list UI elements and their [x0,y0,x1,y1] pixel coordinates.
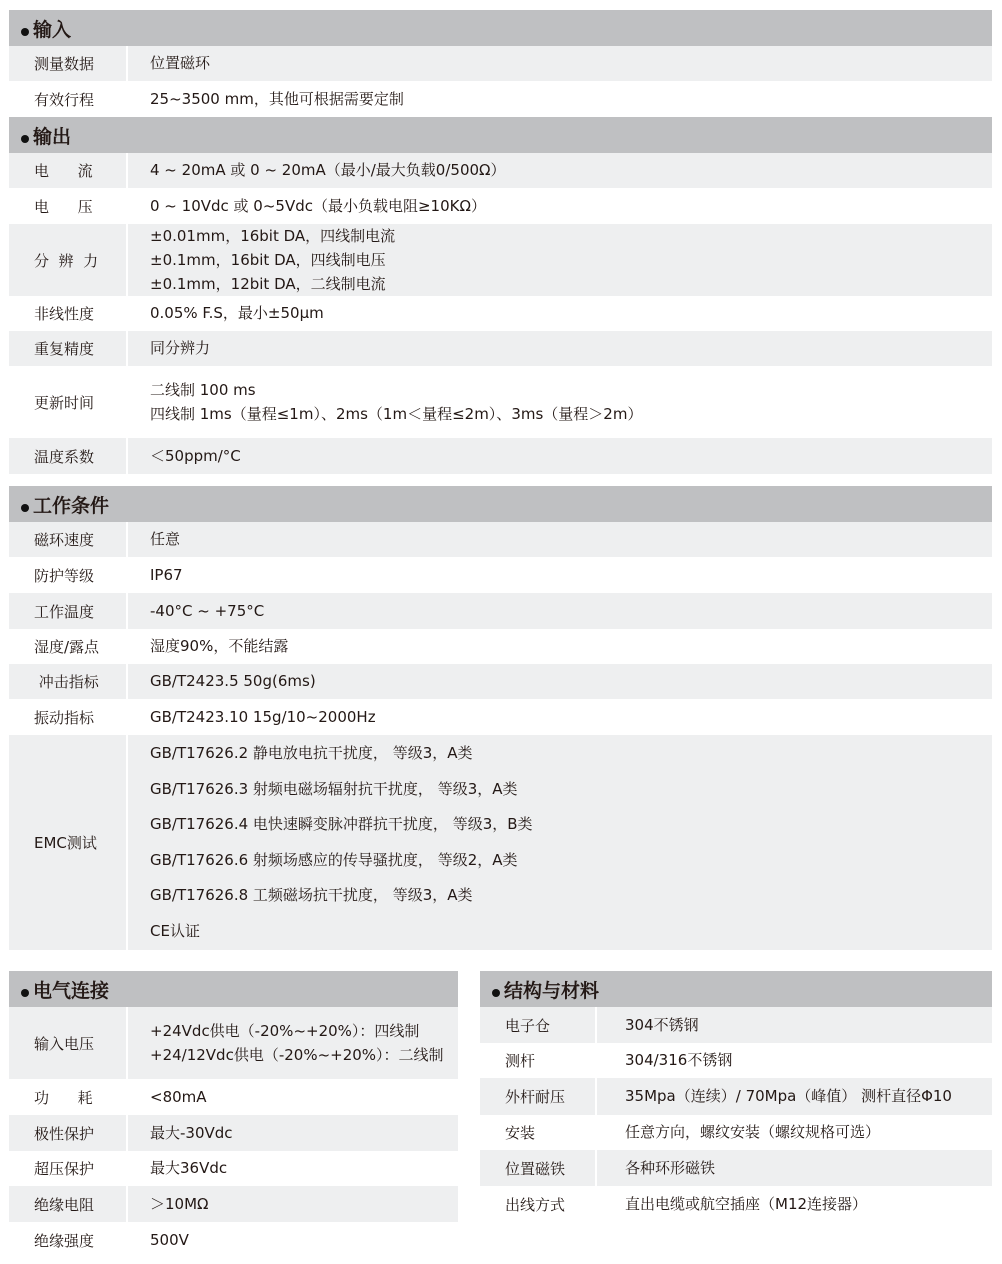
table-row [9,224,992,296]
section-title: 工作条件 [33,495,110,517]
row-value [128,699,992,735]
row-value [128,664,992,699]
bullet-icon [21,135,29,143]
row-label: 极性保护 [9,1115,128,1151]
row-label: 重复精度 [9,331,128,366]
value-line: GB/T17626.2 静电放电抗干扰度， 等级3，A类 [150,744,473,762]
table-row [9,1079,458,1115]
structure-section [480,971,992,1222]
row-value [128,629,992,664]
row-value [597,1078,992,1115]
row-value [128,1007,458,1079]
value-line: 304不锈钢 [625,1015,699,1034]
value-line: 25~3500 mm，其他可根据需要定制 [150,89,404,108]
row-label: 位置磁铁 [480,1150,597,1186]
row-value [128,593,992,629]
input-section [9,10,992,117]
row-value [597,1186,992,1222]
table-row [9,735,992,950]
row-value [128,224,992,296]
section-header [9,117,992,153]
row-label: 非线性度 [9,296,128,331]
row-value [597,1150,992,1186]
row-label: 测量数据 [9,46,128,81]
bullet-icon [21,504,29,512]
table-row [9,1186,458,1222]
value-line: 位置磁环 [150,54,211,72]
table-row [9,664,992,699]
value-line: ＜50ppm/°C [150,446,241,465]
value-line: 最大-30Vdc [150,1123,233,1142]
table-row [480,1186,992,1222]
value-line: 湿度90%，不能结露 [150,637,289,655]
row-value [128,735,992,950]
row-label: 绝缘电阻 [9,1186,128,1222]
value-line: 最大36Vdc [150,1159,228,1177]
section-title: 输入 [33,19,72,41]
row-value [128,1222,458,1258]
value-line: 4 ~ 20mA 或 0 ~ 20mA（最小/最大负载0/500Ω） [150,161,506,179]
value-line: ±0.1mm，12bit DA，二线制电流 [150,275,386,293]
electrical-section [9,971,458,1258]
value-line: 直出电缆或航空插座（M12连接器） [625,1194,868,1213]
section-header [9,971,458,1007]
row-label: 测杆 [480,1043,597,1078]
table-row [9,593,992,629]
table-row [9,81,992,117]
row-value [128,1115,458,1151]
row-label: 功 耗 [9,1079,128,1115]
table-row [9,331,992,366]
bullet-icon [21,989,29,997]
bullet-icon [492,989,500,997]
row-label: 振动指标 [9,699,128,735]
value-line: <80mA [150,1087,207,1106]
row-label: 安装 [480,1115,597,1150]
table-row [480,1115,992,1150]
table-row [9,629,992,664]
table-row [9,188,992,224]
row-label: 湿度/露点 [9,629,128,664]
bullet-icon [21,28,29,36]
row-value [128,522,992,557]
row-value [128,331,992,366]
value-line: GB/T2423.5 50g(6ms) [150,672,316,690]
table-row [9,557,992,593]
row-value [597,1043,992,1078]
value-line: 304/316不锈钢 [625,1051,733,1069]
value-line: 各种环形磁铁 [625,1158,716,1177]
value-line: 四线制 1ms（量程≤1m）、2ms（1m＜量程≤2m）、3ms（量程＞2m） [150,405,643,423]
row-value [128,1151,458,1186]
row-value [128,296,992,331]
value-line: GB/T17626.6 射频场感应的传导骚扰度， 等级2，A类 [150,850,518,869]
table-row [9,1115,458,1151]
row-value [128,153,992,188]
row-label: 温度系数 [9,438,128,474]
value-line: CE认证 [150,921,200,940]
value-line: 任意 [150,530,181,548]
conditions-section [9,486,992,950]
row-value [128,188,992,224]
value-line: ＞10MΩ [150,1194,209,1213]
row-value [128,557,992,593]
row-label: 冲击指标 [9,664,128,699]
table-row [9,153,992,188]
row-value [597,1115,992,1150]
value-line: GB/T17626.4 电快速瞬变脉冲群抗干扰度， 等级3，B类 [150,815,533,833]
value-line: -40°C ~ +75°C [150,601,265,620]
output-section [9,117,992,474]
table-row [9,522,992,557]
table-row [9,699,992,735]
value-line: 同分辨力 [150,339,211,357]
table-row [480,1078,992,1115]
table-row [9,438,992,474]
row-label: 磁环速度 [9,522,128,557]
row-value [597,1007,992,1043]
row-value [128,366,992,438]
section-header [9,10,992,46]
section-header [9,486,992,522]
row-label: 电子仓 [480,1007,597,1043]
table-row [480,1150,992,1186]
row-label: EMC测试 [9,735,128,950]
row-label: 分 辨 力 [9,224,128,296]
value-line: +24Vdc供电（-20%~+20%）：四线制 [150,1022,420,1040]
row-label: 出线方式 [480,1186,597,1222]
value-line: ±0.01mm，16bit DA，四线制电流 [150,227,396,245]
table-row [9,296,992,331]
value-line: 500V [150,1230,189,1249]
row-label: 电 流 [9,153,128,188]
row-label: 防护等级 [9,557,128,593]
row-value [128,46,992,81]
row-label: 工作温度 [9,593,128,629]
table-row [9,1151,458,1186]
value-line: GB/T2423.10 15g/10~2000Hz [150,707,376,726]
value-line: GB/T17626.3 射频电磁场辐射抗干扰度， 等级3，A类 [150,779,518,798]
value-line: 0.05% F.S，最小±50μm [150,304,324,322]
table-row [9,1222,458,1258]
row-label: 外杆耐压 [480,1078,597,1115]
section-header [480,971,992,1007]
row-label: 更新时间 [9,366,128,438]
section-title: 输出 [33,126,72,148]
value-line: +24/12Vdc供电（-20%~+20%）：二线制 [150,1046,444,1064]
section-title: 电气连接 [33,980,110,1002]
value-line: 0 ~ 10Vdc 或 0~5Vdc（最小负载电阻≥10KΩ） [150,196,486,215]
table-row [9,46,992,81]
table-row [9,366,992,438]
row-label: 有效行程 [9,81,128,117]
value-line: 二线制 100 ms [150,381,256,399]
row-label: 超压保护 [9,1151,128,1186]
row-label: 电 压 [9,188,128,224]
row-value [128,438,992,474]
table-row [480,1043,992,1078]
value-line: IP67 [150,565,183,584]
value-line: GB/T17626.8 工频磁场抗干扰度， 等级3，A类 [150,886,473,904]
row-label: 输入电压 [9,1007,128,1079]
table-row [9,1007,458,1079]
value-line: 任意方向，螺纹安装（螺纹规格可选） [625,1123,881,1141]
value-line: 35Mpa（连续）/ 70Mpa（峰值） 测杆直径Φ10 [625,1087,952,1105]
section-title: 结构与材料 [504,980,600,1002]
row-value [128,1079,458,1115]
row-value [128,1186,458,1222]
row-value [128,81,992,117]
value-line: ±0.1mm，16bit DA，四线制电压 [150,251,386,269]
row-label: 绝缘强度 [9,1222,128,1258]
table-row [480,1007,992,1043]
